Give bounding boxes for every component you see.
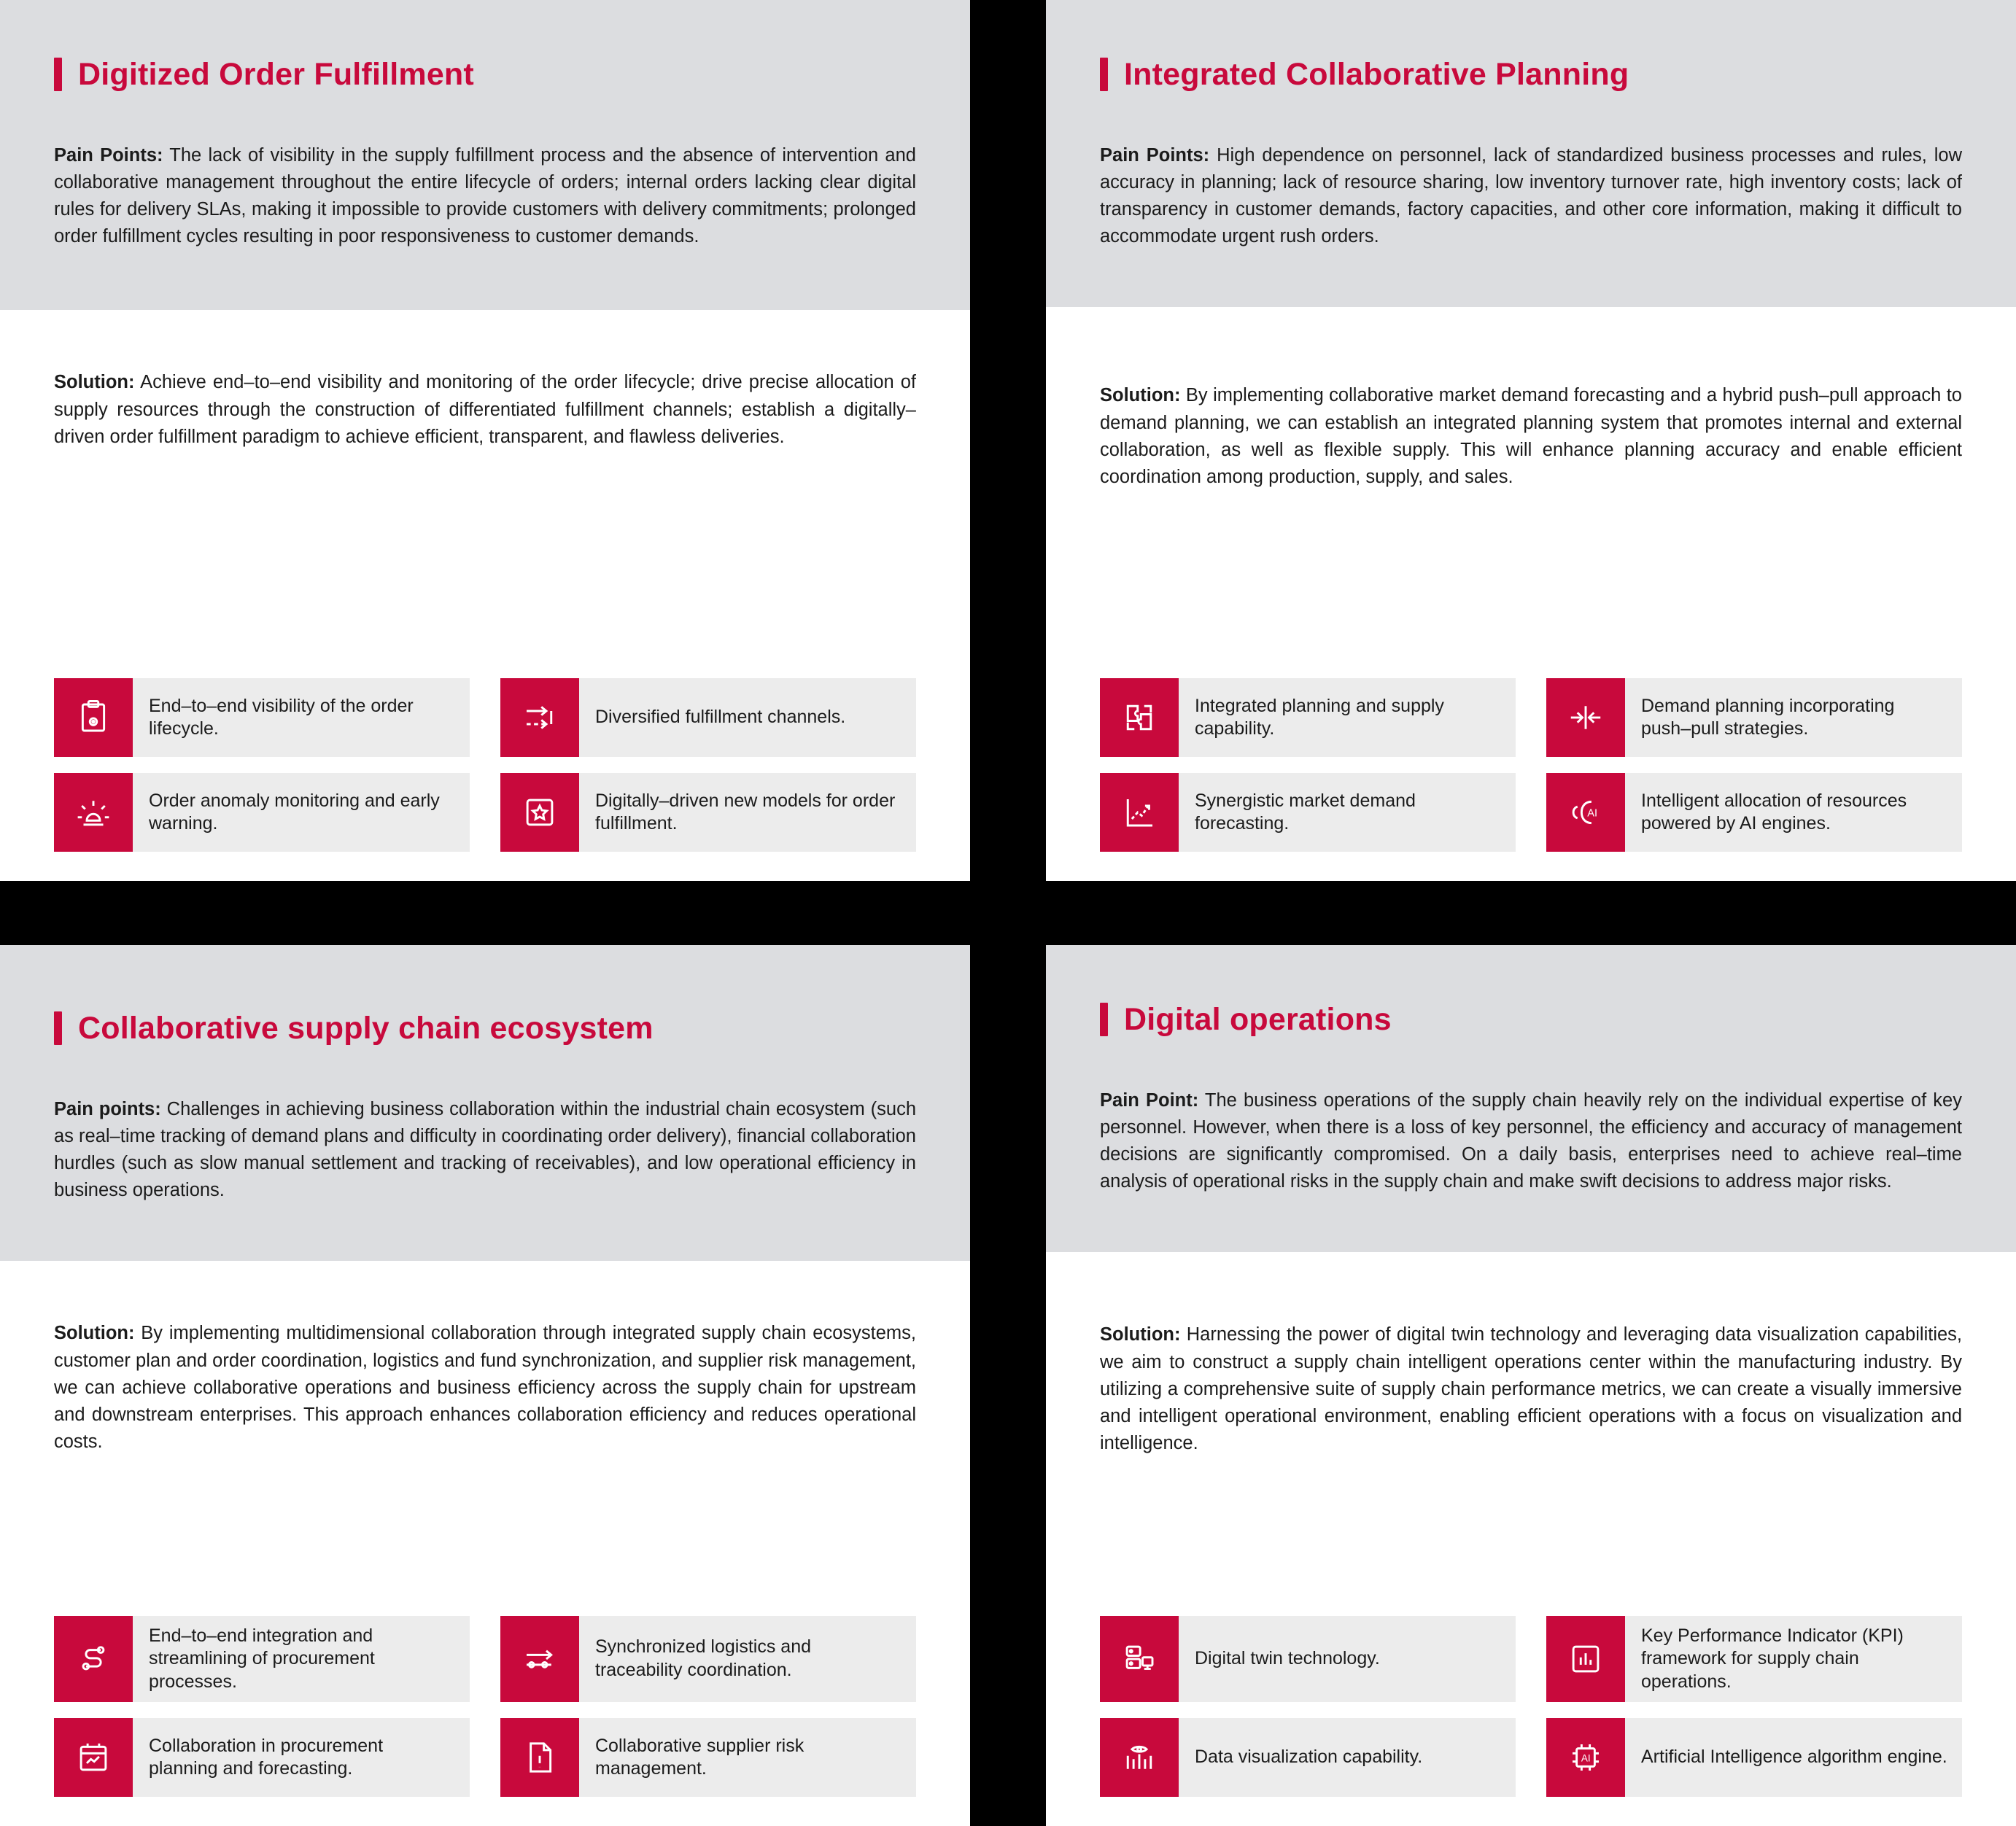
panel-title-row [54,32,916,117]
ai-brain-icon [1546,773,1625,852]
title-accent-bar [1100,58,1108,91]
pain-points-block [1046,0,2016,307]
feature-grid [0,659,970,881]
bar-chart-box-icon [1546,1616,1625,1703]
ai-chip-icon [1546,1718,1625,1797]
solution-label: Solution: [1100,385,1181,406]
calendar-chart-icon [54,1718,133,1797]
pain-points-label: Pain points: [54,1098,161,1119]
document-alert-icon [500,1718,579,1797]
pain-points-block [1046,945,2016,1252]
feature-label: Intelligent allocation of resources powered by AI engines. [1641,790,1907,834]
solution-text [1100,1321,1962,1457]
pain-points-label: Pain Point: [1100,1089,1199,1111]
pain-points-block [0,0,970,310]
solution-block [0,310,970,484]
feature-label: End–to–end visibility of the order lifecycle. [149,695,414,739]
feature-label: Synchronized logistics and traceability coordination. [595,1636,811,1680]
pain-points-label: Pain Points: [1100,144,1210,166]
timeline-arrow-icon [500,1616,579,1703]
solution-text [54,369,916,451]
feature-label: Collaborative supplier risk management. [595,1735,805,1779]
panel-collaborative-supply-chain-ecosystem [0,945,970,1826]
feature-item[interactable] [500,1718,916,1797]
solution-body: By implementing collaborative market demand forecasting and a hybrid push–pull approach to demand planning, we can establish an integrated planning system that promotes internal and external collaboration, as well as flexible supply. This will enhance planning accuracy and enable efficient coordination among production, supply, and sales. [1100,385,1962,488]
svg-text:AI: AI [1581,1752,1591,1764]
solution-label: Solution: [54,1323,135,1344]
feature-label: Key Performance Indicator (KPI) framework for supply chain operations. [1641,1625,1904,1692]
solution-text [54,1320,916,1456]
feature-item[interactable] [54,1718,470,1797]
feature-item[interactable] [500,1616,916,1703]
pain-points-body: The business operations of the supply chain heavily rely on the individual expertise of key personnel. However, when there is a loss of key personnel, the efficiency and accuracy of management decisions are significantly compromised. On a daily basis, enterprises need to achieve real–time analysis of operational risks in the supply chain and make swift decisions to address major risks. [1100,1089,1962,1192]
panel-digitized-order-fulfillment [0,0,970,881]
feature-item[interactable] [54,1616,470,1703]
feature-item[interactable] [1100,1718,1516,1797]
page-title: Digital operations [1124,1001,1392,1037]
feature-item[interactable] [1546,1718,1962,1797]
title-accent-bar [1100,1003,1108,1036]
feature-grid [1046,1597,2016,1826]
svg-text:AI: AI [1587,807,1598,820]
feature-label: Data visualization capability. [1195,1747,1423,1768]
title-accent-bar [54,58,62,91]
flow-nodes-icon [54,1616,133,1703]
pain-points-block [0,945,970,1261]
feature-label: Digital twin technology. [1195,1648,1380,1668]
feature-item[interactable] [54,678,470,757]
feature-grid [0,1597,970,1826]
solution-label: Solution: [54,372,135,393]
solution-block [1046,1252,2016,1491]
solution-body: By implementing multidimensional collaboration through integrated supply chain ecosystems, customer plan and order coordination, logistics and fund synchronization, and supplier risk management, we can achieve collaborative operations and business efficiency across the supply chain for upstream and downstream enterprises. This approach enhances collaboration efficiency and reduces operational costs. [54,1323,916,1453]
feature-grid [1046,659,2016,881]
solution-body: Harnessing the power of digital twin technology and leveraging data visualization capabilities, we aim to construct a supply chain intelligent operations center within the manufacturing industry. By utilizing a comprehensive suite of supply chain performance metrics, we can create a visually immersive and intelligent operational environment, enabling efficient operations with a focus on visualization and intelligence. [1100,1324,1962,1454]
panel-title-row [1100,32,1962,117]
pain-points-body: High dependence on personnel, lack of standardized business processes and rules, low accuracy in planning; lack of resource sharing, low inventory turnover rate, high inventory costs; lack of transparency in customer demands, factory capacities, and other core information, making it difficult to accommodate urgent rush orders. [1100,144,1962,247]
panel-integrated-collaborative-planning [1046,0,2016,881]
pain-points-body: The lack of visibility in the supply fulfillment process and the absence of intervention and collaborative management throughout the entire lifecycle of orders; internal orders lacking clear digital rules for delivery SLAs, making it impossible to provide customers with delivery commitments; prolonged order fulfillment cycles resulting in poor responsiveness to customer demands. [54,144,916,247]
page-title: Integrated Collaborative Planning [1124,56,1629,92]
server-monitor-icon [1100,1616,1179,1703]
pain-points-text [1100,142,1962,251]
solution-label: Solution: [1100,1324,1181,1345]
feature-label: Artificial Intelligence algorithm engine. [1641,1747,1947,1768]
solution-block [1046,307,2016,524]
page-title: Digitized Order Fulfillment [78,56,474,92]
push-pull-arrows-icon [1546,678,1625,757]
star-box-icon [500,773,579,852]
page-title: Collaborative supply chain ecosystem [78,1010,654,1046]
feature-item[interactable] [1546,1616,1962,1703]
alarm-light-icon [54,773,133,852]
pain-points-label: Pain Points: [54,144,163,166]
pain-points-body: Challenges in achieving business collaboration within the industrial chain ecosystem (such as real–time tracking of demand plans and difficulty in coordinating order delivery), financial collaboration hurdles (such as slow manual settlement and tracking of receivables), and low operational efficiency in business operations. [54,1098,916,1201]
branching-arrows-icon [500,678,579,757]
feature-item[interactable] [500,773,916,852]
title-accent-bar [54,1011,62,1045]
feature-label: Demand planning incorporating push–pull strategies. [1641,695,1895,739]
solution-body: Achieve end–to–end visibility and monitoring of the order lifecycle; drive precise allocation of supply resources through the construction of differentiated fulfillment channels; establish a digitally–driven order fulfillment paradigm to achieve efficient, transparent, and flawless deliveries. [54,372,916,447]
pain-points-text [1100,1087,1962,1196]
pain-points-text [54,1096,916,1205]
feature-label: Diversified fulfillment channels. [595,707,846,728]
solution-text [1100,382,1962,491]
panel-title-row [54,986,916,1071]
feature-item[interactable] [54,773,470,852]
feature-label: Synergistic market demand forecasting. [1195,790,1416,834]
feature-label: Integrated planning and supply capability. [1195,695,1444,739]
pain-points-text [54,142,916,251]
feature-label: Collaboration in procurement planning and forecasting. [149,1735,384,1779]
feature-label: Order anomaly monitoring and early warning. [149,790,440,834]
feature-item[interactable] [500,678,916,757]
panel-digital-operations [1046,945,2016,1826]
data-eye-icon [1100,1718,1179,1797]
panel-title-row [1100,977,1962,1062]
feature-item[interactable] [1100,678,1516,757]
feature-label: End–to–end integration and streamlining of procurement processes. [149,1625,375,1692]
clipboard-eye-icon [54,678,133,757]
feature-item[interactable] [1100,773,1516,852]
puzzle-pieces-icon [1100,678,1179,757]
line-chart-icon [1100,773,1179,852]
feature-item[interactable] [1546,678,1962,757]
feature-label: Digitally–driven new models for order fulfillment. [595,790,896,834]
feature-item[interactable] [1546,773,1962,852]
solution-block [0,1261,970,1489]
feature-item[interactable] [1100,1616,1516,1703]
